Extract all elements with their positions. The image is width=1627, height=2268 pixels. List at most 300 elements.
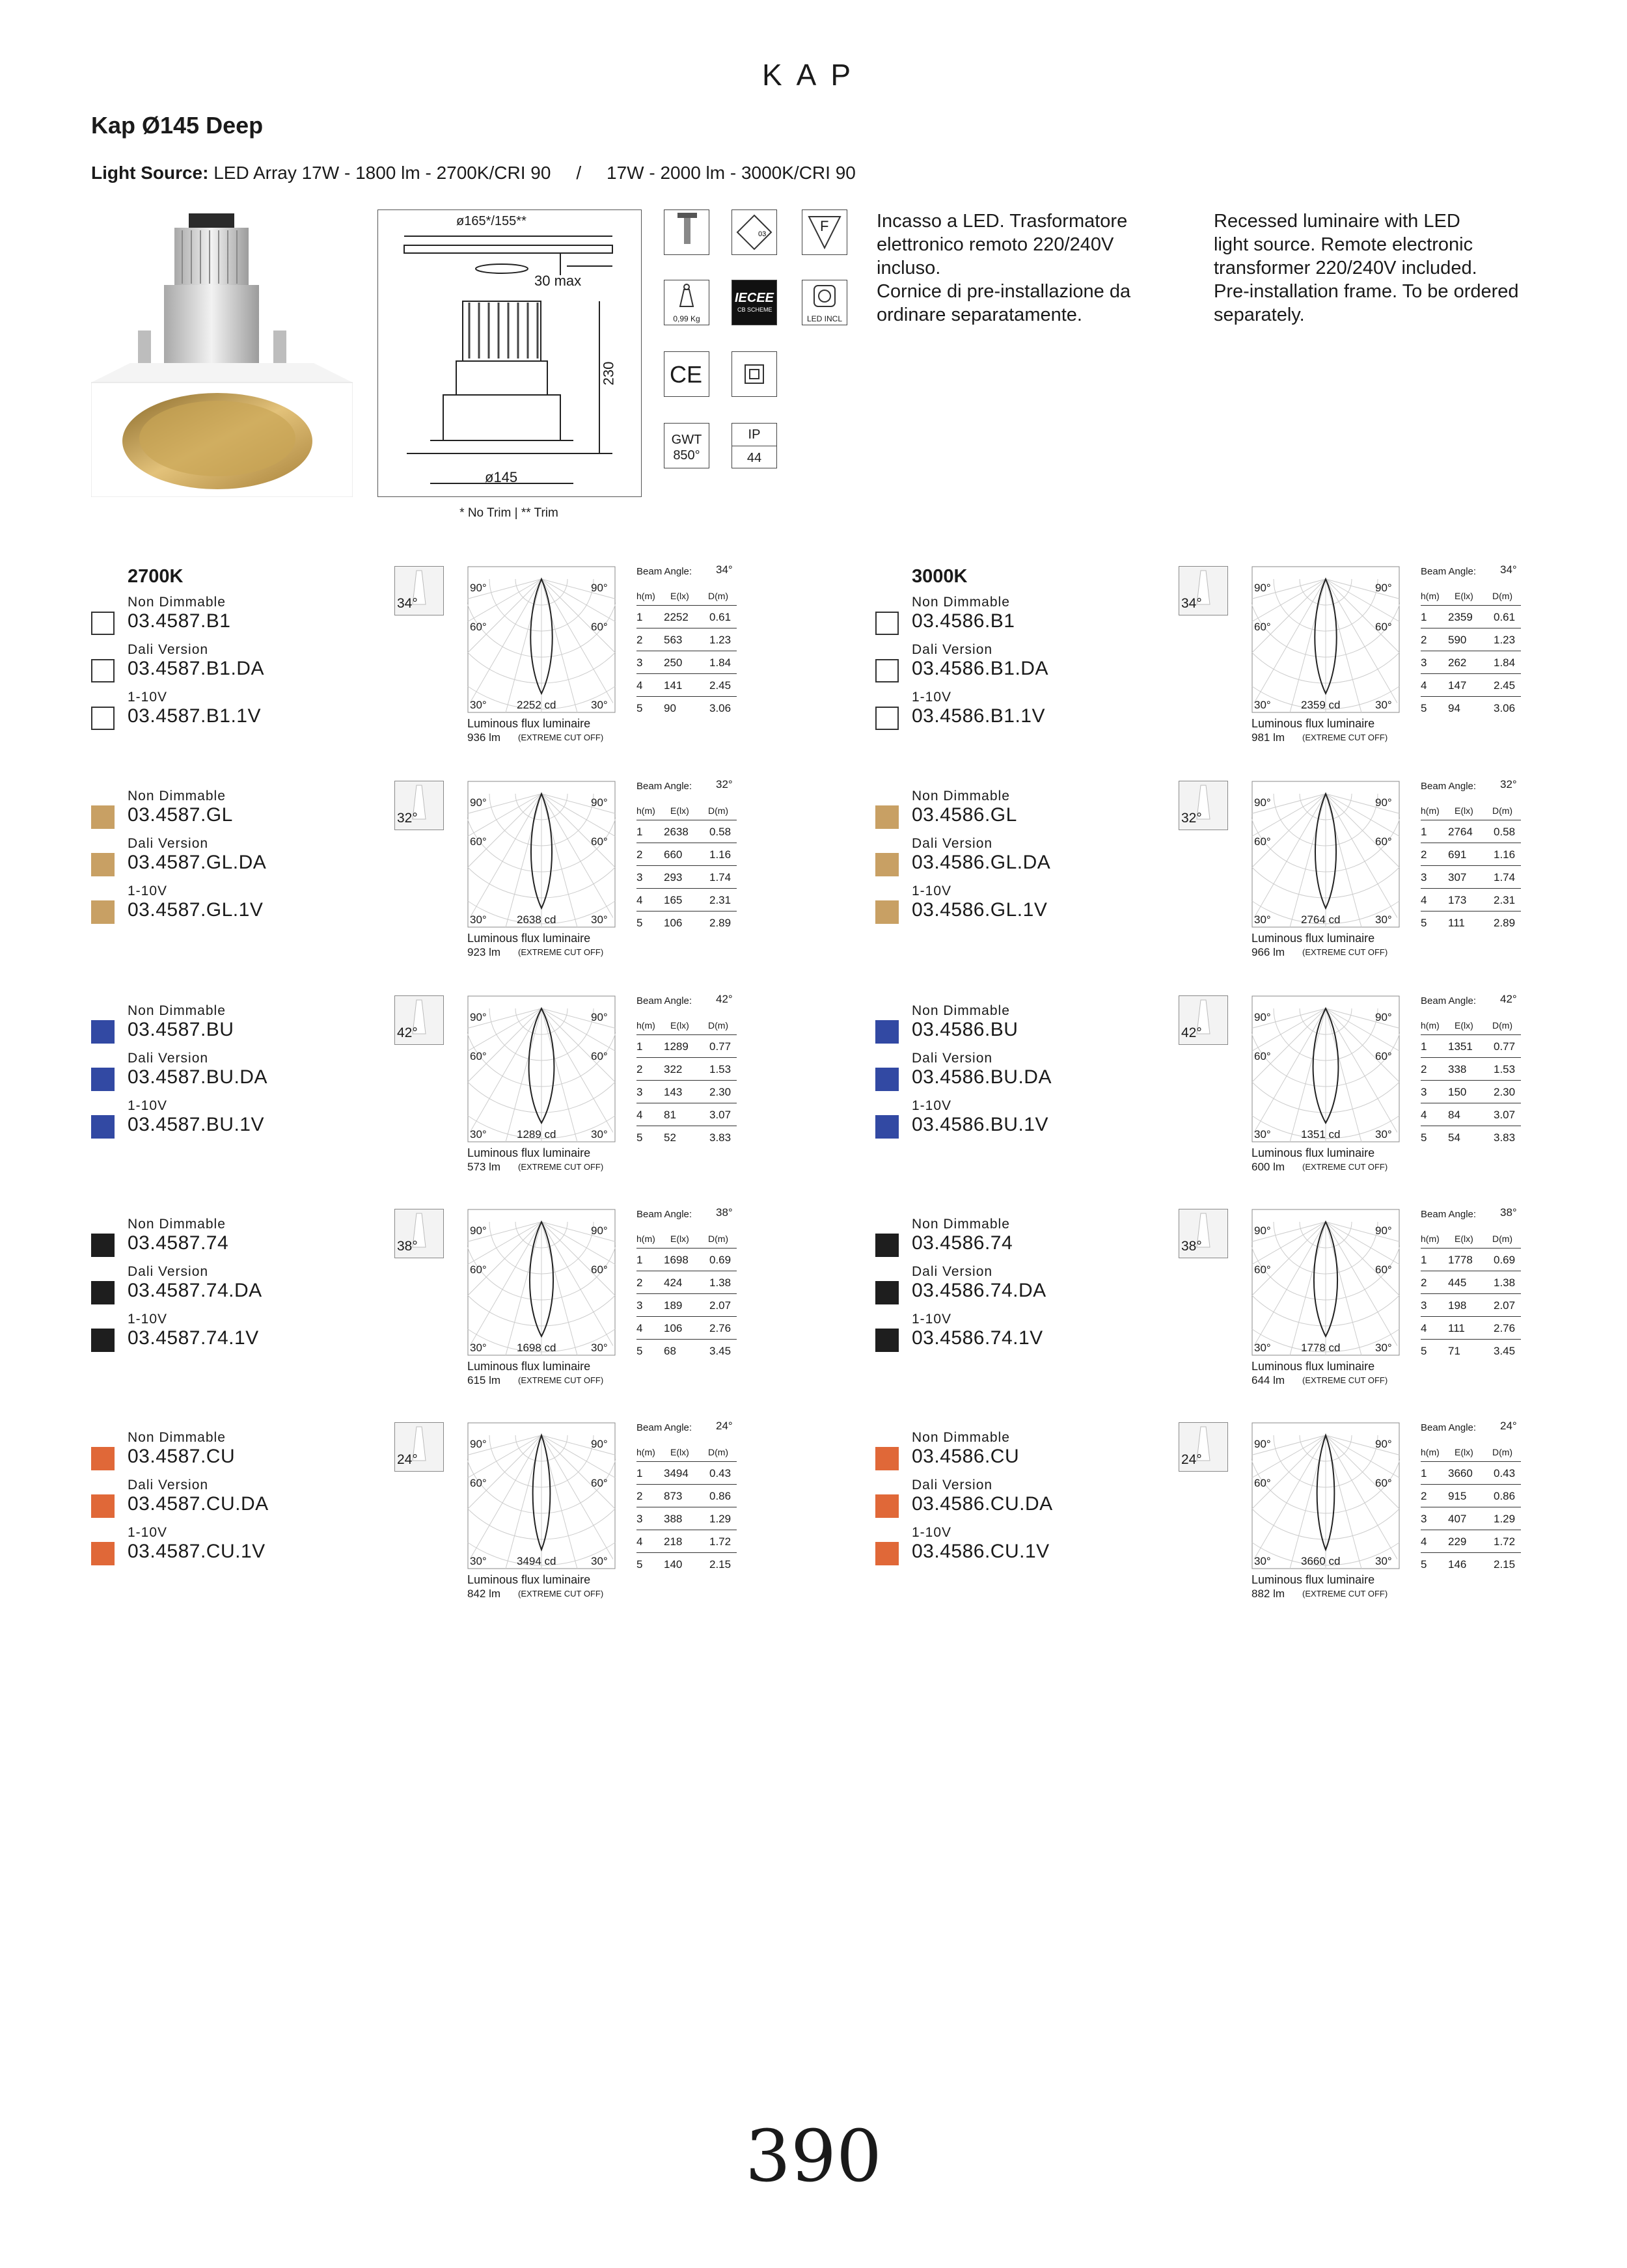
table-cell: 229 bbox=[1448, 1535, 1467, 1548]
table-cell: 2.30 bbox=[709, 1086, 731, 1098]
column-header: D(m) bbox=[708, 1447, 729, 1457]
table-cell: 1 bbox=[636, 826, 643, 838]
table-header bbox=[1421, 587, 1521, 606]
column-header: h(m) bbox=[1421, 591, 1440, 601]
beam-angle-value: 32° bbox=[397, 811, 418, 826]
beam-angle-table-value: 32° bbox=[716, 778, 733, 790]
table-cell: 5 bbox=[1421, 1558, 1427, 1571]
table-cell: 2.89 bbox=[709, 917, 731, 929]
table-cell: 4 bbox=[636, 894, 643, 906]
product-code[interactable]: 03.4586.B1 bbox=[912, 610, 1015, 632]
table-row bbox=[1421, 820, 1521, 843]
table-cell: 111 bbox=[1448, 917, 1465, 929]
brand-title: KAP bbox=[761, 58, 866, 92]
variant-label: 1-10V bbox=[128, 1525, 168, 1540]
table-cell: 4 bbox=[1421, 1109, 1427, 1121]
polar-60-right: 60° bbox=[591, 1050, 608, 1062]
table-cell: 4 bbox=[636, 1322, 643, 1334]
description-it-line: Cornice di pre-installazione da bbox=[877, 281, 1131, 302]
column-header: E(lx) bbox=[670, 1020, 689, 1031]
table-cell: 250 bbox=[664, 656, 683, 669]
variant-label: Non Dimmable bbox=[128, 1003, 226, 1018]
table-row bbox=[636, 1081, 737, 1103]
light-source-separator: / bbox=[576, 163, 582, 183]
product-code[interactable]: 03.4587.74.DA bbox=[128, 1280, 262, 1301]
product-code[interactable]: 03.4586.CU.DA bbox=[912, 1493, 1053, 1515]
product-code[interactable]: 03.4586.74.DA bbox=[912, 1280, 1046, 1301]
polar-90-right: 90° bbox=[1375, 582, 1392, 594]
color-swatch[interactable] bbox=[91, 707, 115, 730]
description-en-line: separately. bbox=[1214, 304, 1305, 325]
iecee-icon bbox=[731, 280, 777, 325]
cutoff-label: (EXTREME CUT OFF) bbox=[1302, 947, 1388, 957]
cutoff-label: (EXTREME CUT OFF) bbox=[518, 733, 604, 742]
product-block bbox=[91, 778, 872, 976]
table-header bbox=[636, 587, 737, 606]
color-swatch[interactable] bbox=[91, 1447, 115, 1470]
variant-label: Non Dimmable bbox=[912, 595, 1010, 610]
table-cell: 2 bbox=[1421, 848, 1427, 861]
product-block bbox=[875, 1422, 1627, 1617]
column-header: h(m) bbox=[636, 1447, 655, 1457]
column-header: E(lx) bbox=[1455, 1447, 1473, 1457]
column-header: E(lx) bbox=[1455, 805, 1473, 816]
table-header bbox=[636, 1016, 737, 1035]
description-italian bbox=[877, 209, 1163, 327]
polar-60-left: 60° bbox=[470, 621, 487, 633]
product-code[interactable]: 03.4587.74 bbox=[128, 1232, 229, 1254]
table-row bbox=[636, 1126, 737, 1148]
recessed-icon bbox=[664, 209, 709, 255]
table-row bbox=[636, 866, 737, 889]
table-row bbox=[1421, 1103, 1521, 1126]
polar-90-right: 90° bbox=[1375, 1224, 1392, 1237]
product-code[interactable]: 03.4586.GL.1V bbox=[912, 899, 1048, 921]
variant-label: 1-10V bbox=[128, 884, 168, 898]
table-cell: 1.53 bbox=[1494, 1063, 1516, 1075]
cutoff-label: (EXTREME CUT OFF) bbox=[518, 1589, 604, 1599]
color-swatch[interactable] bbox=[91, 1115, 115, 1139]
dim-top: ø165*/155** bbox=[456, 214, 526, 228]
light-source bbox=[91, 163, 856, 183]
table-cell: 1351 bbox=[1448, 1040, 1473, 1053]
table-row bbox=[1421, 697, 1521, 719]
product-code[interactable]: 03.4587.BU.DA bbox=[128, 1066, 267, 1088]
page-number: 390 bbox=[745, 2114, 882, 2198]
variant-label: Dali Version bbox=[128, 1478, 209, 1492]
table-cell: 2 bbox=[1421, 1063, 1427, 1075]
color-swatch[interactable] bbox=[875, 805, 899, 829]
product-code[interactable]: 03.4587.CU bbox=[128, 1446, 236, 1467]
table-cell: 3.45 bbox=[709, 1345, 731, 1357]
light-source-b: 17W - 2000 lm - 3000K/CRI 90 bbox=[607, 163, 856, 183]
drawing-note: * No Trim | ** Trim bbox=[459, 506, 558, 520]
polar-90-right: 90° bbox=[1375, 1438, 1392, 1450]
color-swatch[interactable] bbox=[875, 1115, 899, 1139]
table-cell: 2 bbox=[1421, 1490, 1427, 1502]
color-swatch[interactable] bbox=[875, 1494, 899, 1518]
polar-30-left: 30° bbox=[1254, 1342, 1271, 1354]
product-code[interactable]: 03.4587.GL.1V bbox=[128, 899, 264, 921]
table-cell: 2.07 bbox=[709, 1299, 731, 1312]
flux-title: Luminous flux luminaire bbox=[467, 1146, 591, 1159]
table-cell: 173 bbox=[1448, 894, 1467, 906]
variant-label: 1-10V bbox=[912, 1098, 952, 1113]
polar-30-left: 30° bbox=[1254, 1128, 1271, 1141]
column-header: h(m) bbox=[636, 1020, 655, 1031]
product-code[interactable]: 03.4586.CU bbox=[912, 1446, 1020, 1467]
description-it-line: elettronico remoto 220/240V bbox=[877, 234, 1114, 255]
table-row bbox=[636, 911, 737, 934]
variant-label: Dali Version bbox=[128, 1264, 209, 1279]
color-swatch[interactable] bbox=[875, 1329, 899, 1352]
column-header: E(lx) bbox=[1455, 1020, 1473, 1031]
table-cell: 4 bbox=[636, 1535, 643, 1548]
table-cell: 3 bbox=[1421, 871, 1427, 884]
column-header: D(m) bbox=[1492, 1020, 1513, 1031]
table-cell: 3 bbox=[1421, 1299, 1427, 1312]
table-cell: 1.29 bbox=[709, 1513, 731, 1525]
polar-90-right: 90° bbox=[1375, 796, 1392, 809]
description-en-line: light source. Remote electronic bbox=[1214, 234, 1473, 255]
color-swatch[interactable] bbox=[91, 659, 115, 682]
table-row bbox=[1421, 1271, 1521, 1294]
variant-label: 1-10V bbox=[912, 690, 952, 705]
table-cell: 3 bbox=[636, 656, 643, 669]
column-header: h(m) bbox=[636, 591, 655, 601]
polar-90-left: 90° bbox=[1254, 582, 1271, 594]
table-row bbox=[1421, 1485, 1521, 1507]
color-swatch[interactable] bbox=[91, 853, 115, 876]
table-row bbox=[636, 651, 737, 674]
variant-label: Non Dimmable bbox=[128, 789, 226, 803]
beam-angle-header: Beam Angle: bbox=[1421, 995, 1477, 1006]
color-swatch[interactable] bbox=[91, 612, 115, 635]
column-header: E(lx) bbox=[1455, 591, 1473, 601]
ip-label-a: IP bbox=[748, 427, 761, 442]
beam-angle-table-value: 42° bbox=[716, 993, 733, 1005]
table-row bbox=[1421, 1530, 1521, 1553]
polar-60-left: 60° bbox=[470, 1050, 487, 1062]
beam-angle-header: Beam Angle: bbox=[1421, 566, 1477, 577]
polar-30-right: 30° bbox=[1375, 913, 1392, 926]
column-header: D(m) bbox=[1492, 591, 1513, 601]
beam-angle-header: Beam Angle: bbox=[636, 1209, 692, 1220]
table-cell: 5 bbox=[1421, 702, 1427, 714]
product-code[interactable]: 03.4587.GL.DA bbox=[128, 852, 267, 873]
table-cell: 1.84 bbox=[709, 656, 731, 669]
light-source-label: Light Source: bbox=[91, 163, 209, 183]
table-row bbox=[1421, 1340, 1521, 1362]
color-swatch[interactable] bbox=[91, 1281, 115, 1304]
table-cell: 140 bbox=[664, 1558, 683, 1571]
product-code[interactable]: 03.4586.BU.DA bbox=[912, 1066, 1052, 1088]
iecee-sub: CB SCHEME bbox=[737, 306, 772, 313]
table-cell: 2 bbox=[636, 1490, 643, 1502]
table-cell: 5 bbox=[1421, 917, 1427, 929]
column-header: D(m) bbox=[708, 1234, 729, 1244]
table-cell: 322 bbox=[664, 1063, 683, 1075]
product-code[interactable]: 03.4586.74.1V bbox=[912, 1327, 1043, 1349]
flux-title: Luminous flux luminaire bbox=[1251, 717, 1375, 730]
table-cell: 1 bbox=[1421, 1467, 1427, 1479]
table-cell: 0.61 bbox=[1494, 611, 1516, 623]
polar-90-left: 90° bbox=[1254, 796, 1271, 809]
table-cell: 1 bbox=[636, 1254, 643, 1266]
variant-label: Non Dimmable bbox=[912, 1217, 1010, 1232]
table-cell: 3 bbox=[1421, 656, 1427, 669]
ip-icon bbox=[731, 423, 777, 468]
product-code[interactable]: 03.4586.GL.DA bbox=[912, 852, 1051, 873]
description-en-line: Pre-installation frame. To be ordered bbox=[1214, 281, 1519, 302]
technical-drawing bbox=[377, 209, 642, 497]
column-header: h(m) bbox=[1421, 1447, 1440, 1457]
product-code[interactable]: 03.4586.BU.1V bbox=[912, 1114, 1048, 1135]
color-swatch[interactable] bbox=[875, 900, 899, 924]
product-code[interactable]: 03.4586.74 bbox=[912, 1232, 1013, 1254]
table-cell: 68 bbox=[664, 1345, 676, 1357]
product-code[interactable]: 03.4587.CU.DA bbox=[128, 1493, 269, 1515]
color-swatch[interactable] bbox=[91, 900, 115, 924]
table-cell: 388 bbox=[664, 1513, 683, 1525]
flux-title: Luminous flux luminaire bbox=[1251, 1573, 1375, 1586]
table-cell: 3.83 bbox=[1494, 1131, 1516, 1144]
color-swatch[interactable] bbox=[91, 1020, 115, 1044]
table-row bbox=[636, 889, 737, 911]
table-row bbox=[1421, 911, 1521, 934]
polar-candela: 2764 cd bbox=[1301, 913, 1341, 926]
polar-candela: 2252 cd bbox=[517, 699, 556, 711]
beam-angle-value: 38° bbox=[1181, 1239, 1202, 1254]
table-cell: 262 bbox=[1448, 656, 1467, 669]
color-swatch[interactable] bbox=[91, 1329, 115, 1352]
variant-label: Dali Version bbox=[912, 1264, 993, 1279]
table-cell: 1698 bbox=[664, 1254, 689, 1266]
table-cell: 0.77 bbox=[709, 1040, 731, 1053]
product-code[interactable]: 03.4586.CU.1V bbox=[912, 1541, 1050, 1562]
flux-title: Luminous flux luminaire bbox=[1251, 1360, 1375, 1373]
table-cell: 1.16 bbox=[1494, 848, 1516, 861]
table-cell: 3494 bbox=[664, 1467, 689, 1479]
color-swatch[interactable] bbox=[875, 1068, 899, 1091]
polar-60-right: 60° bbox=[591, 1263, 608, 1276]
table-cell: 143 bbox=[664, 1086, 683, 1098]
table-row bbox=[636, 820, 737, 843]
illuminance-table bbox=[636, 995, 737, 1148]
table-row bbox=[636, 1035, 737, 1058]
illuminance-table bbox=[636, 778, 737, 934]
table-cell: 0.58 bbox=[1494, 826, 1516, 838]
beam-angle-value: 24° bbox=[397, 1452, 418, 1467]
table-cell: 3 bbox=[636, 1513, 643, 1525]
table-cell: 3 bbox=[1421, 1513, 1427, 1525]
table-cell: 2 bbox=[636, 848, 643, 861]
polar-30-left: 30° bbox=[1254, 913, 1271, 926]
table-cell: 5 bbox=[636, 702, 643, 714]
table-header bbox=[1421, 1016, 1521, 1035]
product-code[interactable]: 03.4587.B1.1V bbox=[128, 705, 262, 727]
cutoff-label: (EXTREME CUT OFF) bbox=[518, 1375, 604, 1385]
iecee-text: IECEE bbox=[735, 291, 774, 305]
polar-30-right: 30° bbox=[591, 913, 608, 926]
table-cell: 2.31 bbox=[1494, 894, 1516, 906]
product-code[interactable]: 03.4587.CU.1V bbox=[128, 1541, 266, 1562]
polar-30-left: 30° bbox=[470, 699, 487, 711]
class-f-icon bbox=[802, 209, 847, 255]
beam-angle-table-value: 38° bbox=[1500, 1206, 1517, 1219]
table-cell: 4 bbox=[1421, 1535, 1427, 1548]
product-code[interactable]: 03.4586.GL bbox=[912, 804, 1017, 826]
variant-label: Dali Version bbox=[128, 642, 209, 657]
table-cell: 2359 bbox=[1448, 611, 1473, 623]
table-cell: 2.30 bbox=[1494, 1086, 1516, 1098]
color-swatch[interactable] bbox=[91, 1068, 115, 1091]
color-swatch[interactable] bbox=[875, 1447, 899, 1470]
color-swatch[interactable] bbox=[875, 659, 899, 682]
color-swatch[interactable] bbox=[91, 1494, 115, 1518]
polar-90-left: 90° bbox=[470, 1438, 487, 1450]
polar-30-left: 30° bbox=[1254, 699, 1271, 711]
polar-60-right: 60° bbox=[1375, 1050, 1392, 1062]
table-cell: 2764 bbox=[1448, 826, 1473, 838]
flux-value: 936 lm bbox=[467, 731, 501, 744]
svg-text:03: 03 bbox=[758, 230, 767, 238]
table-row bbox=[636, 1058, 737, 1081]
column-header: E(lx) bbox=[670, 1234, 689, 1244]
cutoff-label: (EXTREME CUT OFF) bbox=[1302, 733, 1388, 742]
product-code[interactable]: 03.4587.B1 bbox=[128, 610, 231, 632]
table-cell: 590 bbox=[1448, 634, 1467, 646]
color-swatch[interactable] bbox=[875, 1542, 899, 1565]
beam-angle-value: 24° bbox=[1181, 1452, 1202, 1467]
polar-90-left: 90° bbox=[1254, 1224, 1271, 1237]
table-cell: 1.72 bbox=[1494, 1535, 1516, 1548]
polar-90-left: 90° bbox=[470, 796, 487, 809]
table-cell: 84 bbox=[1448, 1109, 1460, 1121]
product-code[interactable]: 03.4587.74.1V bbox=[128, 1327, 259, 1349]
ce-mark: CE bbox=[670, 361, 703, 388]
weight-label: 0,99 Kg bbox=[673, 314, 700, 323]
polar-90-right: 90° bbox=[591, 1011, 608, 1023]
table-header bbox=[636, 1443, 737, 1462]
variant-label: Non Dimmable bbox=[912, 789, 1010, 803]
color-swatch[interactable] bbox=[91, 1542, 115, 1565]
table-cell: 2 bbox=[1421, 634, 1427, 646]
column-header: h(m) bbox=[1421, 1234, 1440, 1244]
table-cell: 189 bbox=[664, 1299, 683, 1312]
variant-label: 1-10V bbox=[912, 1312, 952, 1327]
product-code[interactable]: 03.4586.B1.1V bbox=[912, 705, 1046, 727]
flux-value: 644 lm bbox=[1251, 1374, 1285, 1386]
beam-angle-header: Beam Angle: bbox=[636, 566, 692, 577]
table-row bbox=[636, 1507, 737, 1530]
table-cell: 293 bbox=[664, 871, 683, 884]
flux-title: Luminous flux luminaire bbox=[467, 717, 591, 730]
table-cell: 660 bbox=[664, 848, 683, 861]
table-cell: 563 bbox=[664, 634, 683, 646]
column-header: D(m) bbox=[708, 1020, 729, 1031]
polar-90-left: 90° bbox=[1254, 1011, 1271, 1023]
table-row bbox=[636, 606, 737, 628]
polar-90-right: 90° bbox=[591, 1438, 608, 1450]
table-row bbox=[1421, 843, 1521, 866]
product-block bbox=[91, 995, 872, 1191]
table-cell: 3.07 bbox=[709, 1109, 731, 1121]
color-swatch[interactable] bbox=[875, 1234, 899, 1257]
color-swatch[interactable] bbox=[875, 707, 899, 730]
table-cell: 1 bbox=[636, 611, 643, 623]
beam-angle-value: 34° bbox=[397, 596, 418, 611]
flux-title: Luminous flux luminaire bbox=[1251, 1146, 1375, 1159]
table-cell: 307 bbox=[1448, 871, 1467, 884]
table-cell: 2.45 bbox=[709, 679, 731, 692]
polar-candela: 1698 cd bbox=[517, 1342, 556, 1354]
color-swatch[interactable] bbox=[875, 1281, 899, 1304]
table-row bbox=[636, 1462, 737, 1485]
table-cell: 5 bbox=[1421, 1345, 1427, 1357]
column-header: D(m) bbox=[1492, 1234, 1513, 1244]
ce-icon bbox=[664, 351, 709, 397]
table-cell: 3 bbox=[1421, 1086, 1427, 1098]
table-cell: 198 bbox=[1448, 1299, 1467, 1312]
flux-value: 600 lm bbox=[1251, 1161, 1285, 1173]
column-header: h(m) bbox=[1421, 1020, 1440, 1031]
polar-60-left: 60° bbox=[1254, 1050, 1271, 1062]
table-row bbox=[636, 1553, 737, 1575]
table-row bbox=[636, 674, 737, 697]
table-cell: 338 bbox=[1448, 1063, 1467, 1075]
cutoff-label: (EXTREME CUT OFF) bbox=[1302, 1162, 1388, 1172]
table-cell: 3 bbox=[636, 871, 643, 884]
variant-label: 1-10V bbox=[128, 1098, 168, 1113]
color-swatch[interactable] bbox=[875, 1020, 899, 1044]
flux-value: 882 lm bbox=[1251, 1587, 1285, 1600]
product-code[interactable]: 03.4586.B1.DA bbox=[912, 658, 1048, 679]
dim-bottom: ø145 bbox=[485, 469, 518, 485]
table-header bbox=[1421, 1230, 1521, 1249]
color-swatch[interactable] bbox=[875, 612, 899, 635]
polar-30-left: 30° bbox=[1254, 1555, 1271, 1567]
table-cell: 94 bbox=[1448, 702, 1460, 714]
table-cell: 2 bbox=[636, 634, 643, 646]
color-swatch[interactable] bbox=[91, 805, 115, 829]
table-cell: 2.31 bbox=[709, 894, 731, 906]
variant-label: Non Dimmable bbox=[912, 1003, 1010, 1018]
polar-candela: 2638 cd bbox=[517, 913, 556, 926]
table-cell: 0.69 bbox=[1494, 1254, 1516, 1266]
color-swatch[interactable] bbox=[875, 853, 899, 876]
table-cell: 0.43 bbox=[1494, 1467, 1516, 1479]
product-code[interactable]: 03.4587.BU bbox=[128, 1019, 234, 1040]
color-swatch[interactable] bbox=[91, 1234, 115, 1257]
table-cell: 2 bbox=[636, 1063, 643, 1075]
product-block bbox=[91, 563, 872, 761]
beam-angle-table-value: 38° bbox=[716, 1206, 733, 1219]
product-code[interactable]: 03.4587.GL bbox=[128, 804, 233, 826]
product-code[interactable]: 03.4587.B1.DA bbox=[128, 658, 264, 679]
product-code[interactable]: 03.4587.BU.1V bbox=[128, 1114, 264, 1135]
table-cell: 407 bbox=[1448, 1513, 1467, 1525]
table-row bbox=[1421, 1507, 1521, 1530]
table-cell: 1.72 bbox=[709, 1535, 731, 1548]
table-cell: 0.86 bbox=[1494, 1490, 1516, 1502]
variant-label: Non Dimmable bbox=[128, 595, 226, 610]
polar-60-right: 60° bbox=[591, 835, 608, 848]
product-code[interactable]: 03.4586.BU bbox=[912, 1019, 1019, 1040]
drawing-lines bbox=[378, 210, 641, 496]
table-cell: 54 bbox=[1448, 1131, 1460, 1144]
description-en-line: transformer 220/240V included. bbox=[1214, 258, 1477, 278]
